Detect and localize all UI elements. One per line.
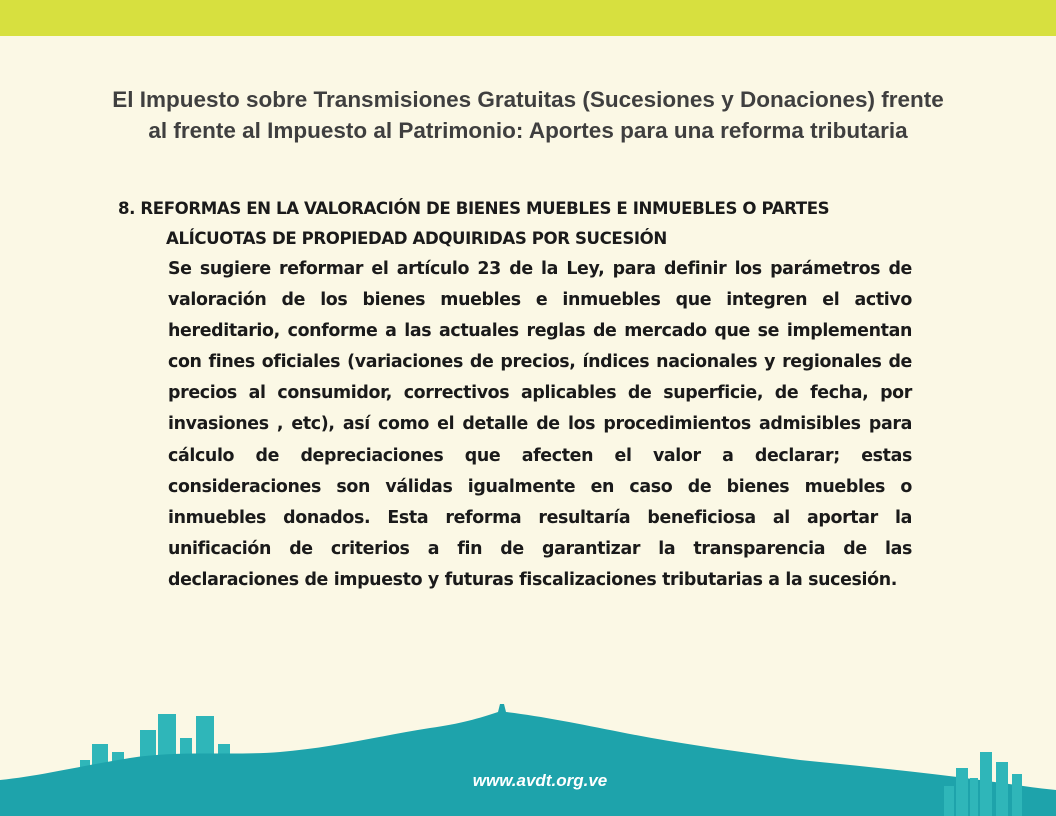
- city-skyline-mountain-icon: [0, 700, 1056, 816]
- footer-website-link[interactable]: www.avdt.org.ve: [472, 771, 608, 790]
- section-heading: 8. REFORMAS EN LA VALORACIÓN DE BIENES MUEBLES E INMUEBLES O PARTES ALÍCUOTAS DE PROPIEDAD ADQUIRIDAS POR SUCESIÓN: [118, 199, 830, 248]
- section-body: Se sugiere reformar el artículo 23 de la Ley, para definir los parámetros de valoración de los bienes muebles e inmuebles que integren el activo hereditario, conforme a las actuales reglas de mercado que se implementan con fines oficiales (variaciones de precios, índices nacionales y regionales de precios al consumidor, correctivos aplicables de superficie, de fecha, por invasiones , etc), así como el detalle de los procedimientos admisibles para cálculo de depreciaciones que afecten el valor a declarar; estas consideraciones son válidas igualmente en caso de bienes muebles o inmuebles donados. Esta reforma resultaría beneficiosa al aportar la unificación de criterios a fin de garantizar la transparencia de las declaraciones de impuesto y futuras fiscalizaciones tributarias a la sucesión.: [168, 259, 912, 590]
- slide-title: El Impuesto sobre Transmisiones Gratuitas (Sucesiones y Donaciones) frente al frente al Impuesto al Patrimonio: Aportes para una reforma tributaria: [112, 87, 944, 143]
- reform-section: [118, 194, 912, 596]
- top-accent-bar: [0, 0, 1056, 36]
